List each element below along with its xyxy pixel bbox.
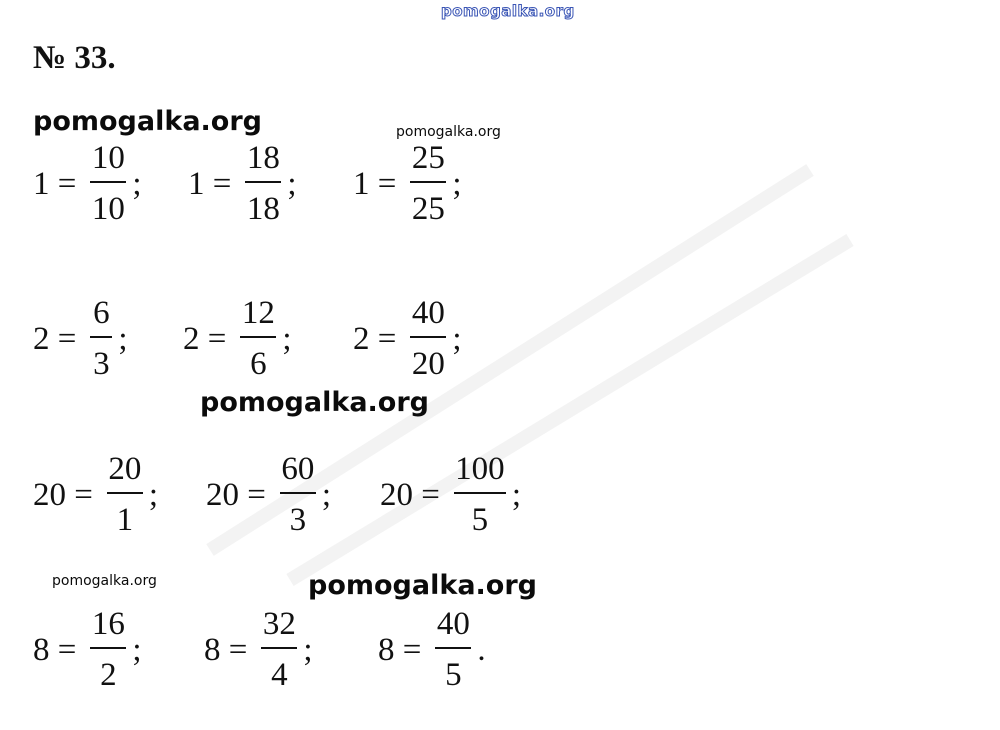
denominator: 5 bbox=[471, 502, 489, 538]
numerator: 40 bbox=[411, 295, 445, 331]
equation bbox=[380, 453, 521, 537]
equation-lhs: 1 = bbox=[33, 165, 77, 202]
equation bbox=[188, 142, 297, 226]
numerator: 60 bbox=[281, 451, 315, 487]
equation-lhs: 8 = bbox=[33, 631, 77, 668]
denominator: 1 bbox=[116, 502, 134, 538]
fraction bbox=[410, 297, 446, 381]
fraction bbox=[90, 608, 126, 692]
punctuation: ; bbox=[452, 320, 462, 357]
equation-lhs: 1 = bbox=[188, 165, 232, 202]
fraction bbox=[435, 608, 471, 692]
equation-lhs: 2 = bbox=[183, 320, 227, 357]
denominator: 4 bbox=[271, 657, 288, 693]
equation-lhs: 8 = bbox=[378, 631, 422, 668]
site-watermark: pomogalka.org bbox=[200, 387, 429, 418]
fraction bbox=[90, 297, 112, 381]
denominator: 5 bbox=[445, 657, 462, 693]
equation bbox=[33, 453, 158, 537]
denominator: 18 bbox=[246, 191, 280, 227]
denominator: 25 bbox=[411, 191, 445, 227]
denominator: 20 bbox=[411, 346, 445, 382]
fraction bbox=[240, 297, 276, 381]
punctuation: ; bbox=[321, 476, 332, 513]
equation bbox=[33, 608, 142, 692]
exercise-title: № 33. bbox=[33, 40, 116, 76]
punctuation: ; bbox=[148, 476, 159, 513]
fraction bbox=[280, 453, 316, 537]
site-watermark: pomogalka.org bbox=[396, 124, 501, 140]
punctuation: . bbox=[477, 631, 486, 668]
equation-lhs: 2 = bbox=[353, 320, 397, 357]
numerator: 16 bbox=[91, 606, 125, 642]
punctuation: ; bbox=[282, 320, 292, 357]
site-watermark-top: pomogalka.org bbox=[441, 2, 575, 20]
equation bbox=[206, 453, 331, 537]
equation-lhs: 1 = bbox=[353, 165, 397, 202]
numerator: 25 bbox=[411, 140, 445, 176]
denominator: 10 bbox=[91, 191, 125, 227]
fraction bbox=[261, 608, 297, 692]
equation bbox=[353, 142, 462, 226]
fraction bbox=[90, 142, 126, 226]
denominator: 3 bbox=[289, 502, 307, 538]
punctuation: ; bbox=[132, 165, 142, 202]
site-watermark: pomogalka.org bbox=[52, 573, 157, 589]
punctuation: ; bbox=[132, 631, 142, 668]
equation bbox=[378, 608, 486, 692]
equation bbox=[204, 608, 313, 692]
fraction bbox=[454, 453, 506, 537]
punctuation: ; bbox=[511, 476, 522, 513]
numerator: 10 bbox=[91, 140, 125, 176]
punctuation: ; bbox=[452, 165, 462, 202]
equation bbox=[183, 297, 292, 381]
numerator: 20 bbox=[108, 451, 142, 487]
denominator: 2 bbox=[100, 657, 117, 693]
fraction bbox=[245, 142, 281, 226]
equation bbox=[33, 142, 142, 226]
punctuation: ; bbox=[287, 165, 297, 202]
numerator: 32 bbox=[262, 606, 296, 642]
fraction bbox=[107, 453, 143, 537]
punctuation: ; bbox=[118, 320, 128, 357]
numerator: 40 bbox=[436, 606, 470, 642]
equation-lhs: 8 = bbox=[204, 631, 248, 668]
equation bbox=[353, 297, 462, 381]
numerator: 18 bbox=[246, 140, 280, 176]
numerator: 12 bbox=[241, 295, 275, 331]
site-watermark: pomogalka.org bbox=[33, 106, 262, 137]
numerator: 100 bbox=[455, 451, 505, 487]
equation-lhs: 2 = bbox=[33, 320, 77, 357]
equation-lhs: 20 = bbox=[206, 476, 266, 513]
fraction bbox=[410, 142, 446, 226]
numerator: 6 bbox=[93, 295, 110, 331]
site-watermark: pomogalka.org bbox=[308, 570, 537, 601]
punctuation: ; bbox=[303, 631, 313, 668]
equation bbox=[33, 297, 128, 381]
equation-lhs: 20 = bbox=[380, 476, 440, 513]
equation-lhs: 20 = bbox=[33, 476, 93, 513]
denominator: 3 bbox=[93, 346, 110, 382]
denominator: 6 bbox=[250, 346, 267, 382]
